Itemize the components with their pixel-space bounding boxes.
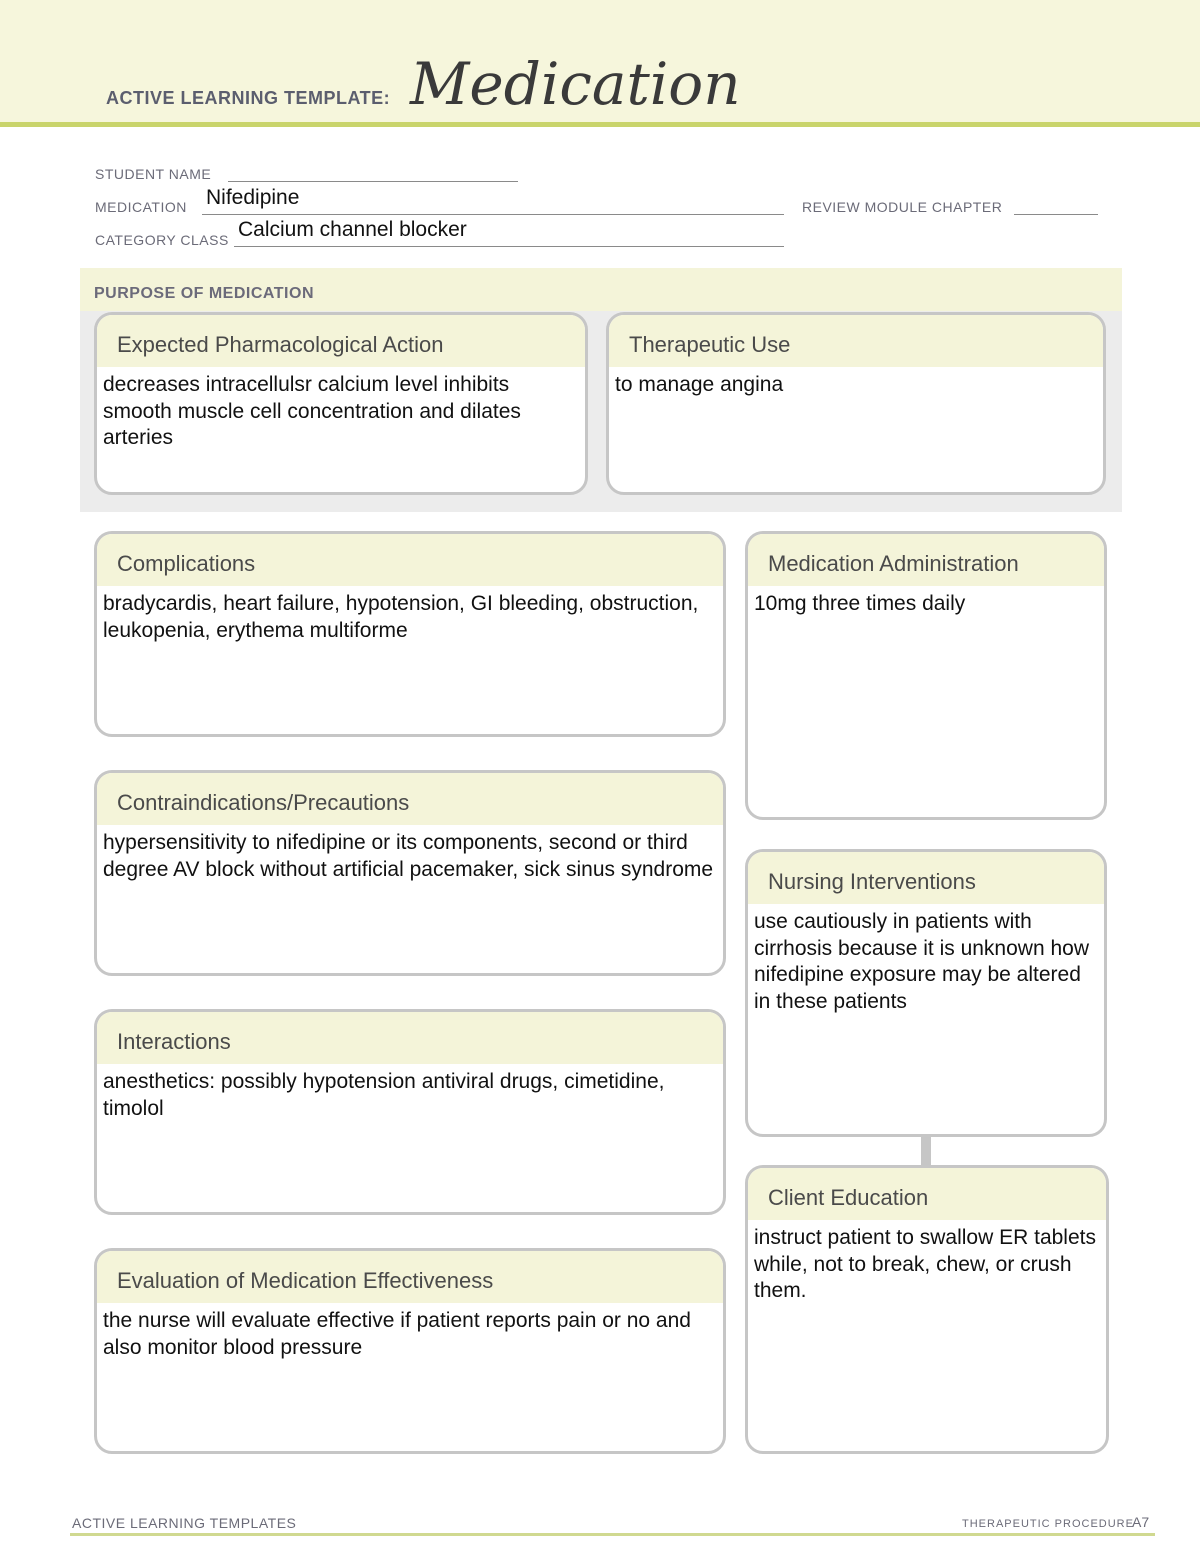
footer-rule bbox=[70, 1533, 1155, 1536]
evaluation-title: Evaluation of Medication Effectiveness bbox=[97, 1251, 723, 1303]
page-title: Medication bbox=[410, 50, 741, 118]
contraindications-text: hypersensitivity to nifedipine or its components, second or third degree AV block without artificial pacemaker, sick sinus syndrome bbox=[103, 831, 714, 881]
student-name-field[interactable] bbox=[228, 181, 518, 182]
evaluation-box[interactable] bbox=[94, 1248, 726, 1454]
medication-field[interactable] bbox=[202, 214, 784, 215]
interactions-box[interactable] bbox=[94, 1009, 726, 1215]
nursing-interventions-box[interactable] bbox=[745, 849, 1107, 1137]
therapeutic-use-box[interactable] bbox=[606, 312, 1106, 495]
complications-title: Complications bbox=[97, 534, 723, 586]
expected-action-text: decreases intracellulsr calcium level inhibits smooth muscle cell concentration and dilates arteries bbox=[103, 373, 521, 449]
category-class-field[interactable] bbox=[234, 246, 784, 247]
review-module-field[interactable] bbox=[1014, 214, 1098, 215]
category-class-label: CATEGORY CLASS bbox=[95, 232, 229, 248]
administration-text: 10mg three times daily bbox=[754, 592, 966, 615]
interactions-text: anesthetics: possibly hypotension antiviral drugs, cimetidine, timolol bbox=[103, 1070, 665, 1120]
purpose-header bbox=[80, 268, 1122, 311]
contraindications-title: Contraindications/Precautions bbox=[97, 773, 723, 825]
medication-label: MEDICATION bbox=[95, 199, 187, 215]
administration-box[interactable] bbox=[745, 531, 1107, 820]
nursing-interventions-text: use cautiously in patients with cirrhosis because it is unknown how nifedipine exposure may be altered in these patients bbox=[754, 910, 1089, 1013]
client-education-text: instruct patient to swallow ER tablets while, not to break, chew, or crush them. bbox=[754, 1226, 1096, 1302]
purpose-title: PURPOSE OF MEDICATION bbox=[94, 285, 314, 302]
header-rule bbox=[0, 122, 1200, 127]
therapeutic-use-text: to manage angina bbox=[615, 373, 784, 396]
interactions-title: Interactions bbox=[97, 1012, 723, 1064]
expected-action-box[interactable] bbox=[94, 312, 588, 495]
nursing-interventions-title: Nursing Interventions bbox=[748, 852, 1104, 904]
expected-action-title: Expected Pharmacological Action bbox=[97, 315, 585, 367]
template-label: ACTIVE LEARNING TEMPLATE: bbox=[106, 88, 391, 108]
administration-title: Medication Administration bbox=[748, 534, 1104, 586]
footer-right-label: THERAPEUTIC PROCEDURE bbox=[962, 1518, 1134, 1530]
category-class-value: Calcium channel blocker bbox=[238, 218, 467, 241]
client-education-title: Client Education bbox=[748, 1168, 1106, 1220]
client-education-box[interactable] bbox=[745, 1165, 1109, 1454]
contraindications-box[interactable] bbox=[94, 770, 726, 976]
complications-text: bradycardis, heart failure, hypotension, GI bleeding, obstruction, leukopenia, erythema multiforme bbox=[103, 592, 699, 642]
complications-box[interactable] bbox=[94, 531, 726, 737]
therapeutic-use-title: Therapeutic Use bbox=[609, 315, 1103, 367]
medication-value: Nifedipine bbox=[206, 186, 300, 209]
box-connector bbox=[921, 1134, 931, 1166]
review-module-label: REVIEW MODULE CHAPTER bbox=[802, 199, 1003, 215]
student-name-label: STUDENT NAME bbox=[95, 166, 212, 182]
footer-page-code: A7 bbox=[1132, 1514, 1150, 1530]
evaluation-text: the nurse will evaluate effective if patient reports pain or no and also monitor blood pressure bbox=[103, 1309, 691, 1359]
footer-left-label: ACTIVE LEARNING TEMPLATES bbox=[72, 1515, 297, 1531]
